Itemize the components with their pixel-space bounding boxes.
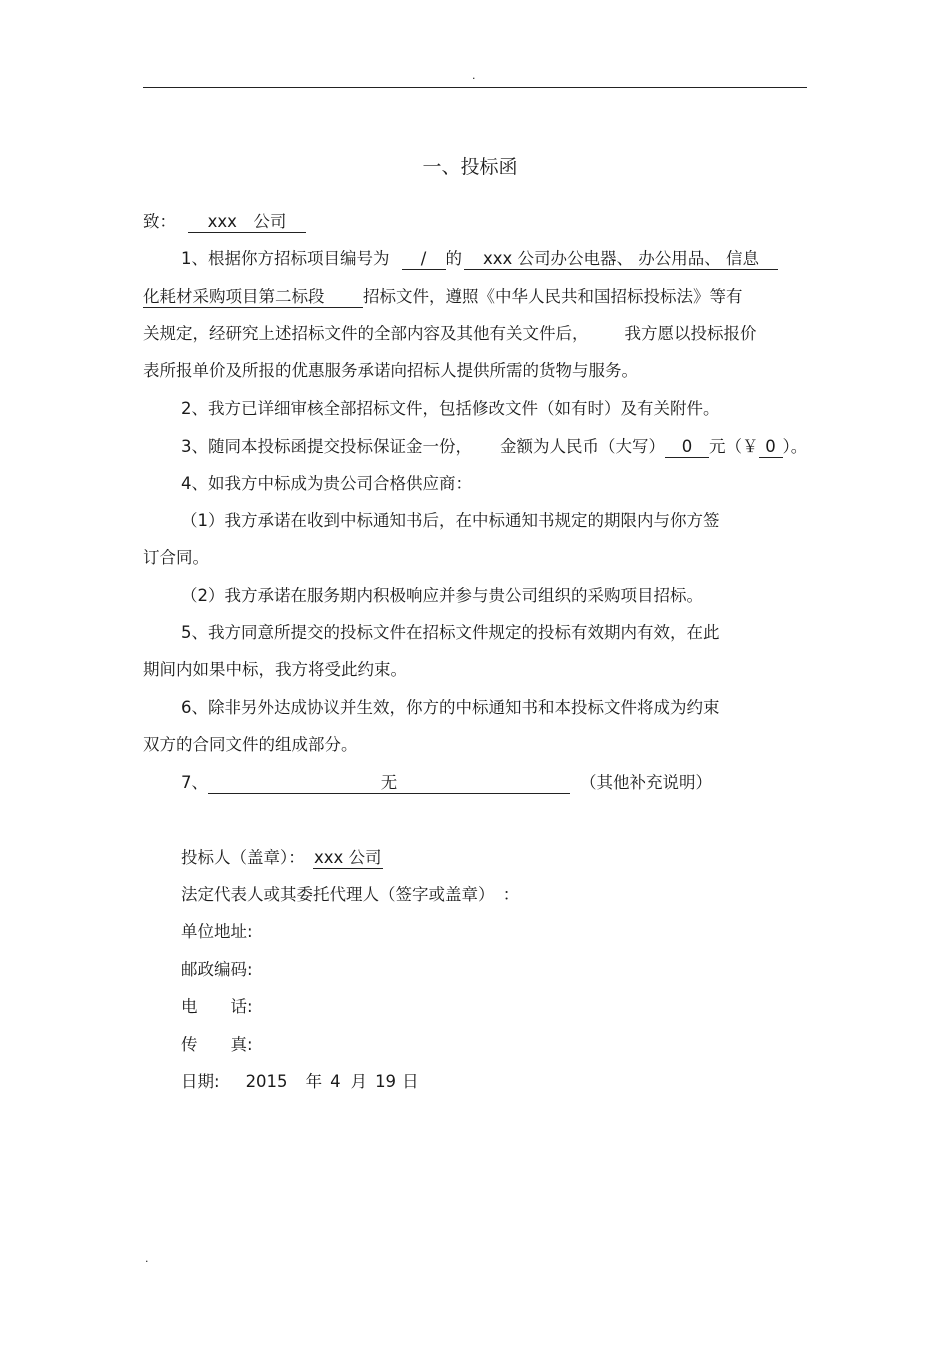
p1-text-a: 1、根据你方招标项目编号为 xyxy=(181,249,390,268)
representative-line: 法定代表人或其委托代理人（签字或盖章） ： xyxy=(181,885,520,904)
supplement-value: 无 xyxy=(208,773,570,794)
date-month: 4 xyxy=(330,1072,341,1091)
header-rule xyxy=(143,87,807,88)
p5-line1: 5、我方同意所提交的投标文件在招标文件规定的投标有效期内有效，在此 xyxy=(181,623,720,642)
p1-text-b: 的 xyxy=(445,249,462,268)
project-name-2: 化耗材采购项目第二标段 xyxy=(143,287,363,308)
date-label: 日期: xyxy=(181,1072,220,1091)
p7-text-b: （其他补充说明） xyxy=(580,773,712,792)
p1-text-l3b: 我方愿以投标报价 xyxy=(624,324,757,343)
p1-line4: 表所报单价及所报的优惠服务承诺向招标人提供所需的货物与服务。 xyxy=(143,361,638,380)
header-dot: . xyxy=(472,69,476,82)
project-name: xxx 公司办公电器、 办公用品、 信息 xyxy=(464,249,778,270)
p3-text-a: 3、随同本投标函提交投标保证金一份， xyxy=(181,437,472,456)
bidder-name: xxx 公司 xyxy=(313,848,382,867)
p7-line xyxy=(181,771,712,795)
date-year: 2015 xyxy=(245,1072,288,1091)
p6-line1: 6、除非另外达成协议并生效，你方的中标通知书和本投标文件将成为约束 xyxy=(181,698,720,717)
p1-text-l3a: 关规定，经研究上述招标文件的全部内容及其他有关文件后， xyxy=(143,324,589,343)
bidder-label: 投标人（盖章）： xyxy=(181,848,305,867)
p6-line2: 双方的合同文件的组成部分。 xyxy=(143,735,358,754)
p3-text-d: ）。 xyxy=(782,437,808,456)
date-day-unit: 日 xyxy=(402,1072,419,1091)
amount-words: 0 xyxy=(665,437,709,458)
p3-line xyxy=(181,435,807,459)
date-line xyxy=(181,1070,419,1094)
to-line xyxy=(143,210,306,234)
fax-line: 传 真: xyxy=(181,1035,253,1054)
p7-text-a: 7、 xyxy=(181,773,208,792)
bidder-line xyxy=(181,846,383,870)
amount-figures: 0 xyxy=(759,437,783,458)
p5-line2: 期间内如果中标，我方将受此约束。 xyxy=(143,660,407,679)
postcode-line: 邮政编码: xyxy=(181,960,253,979)
p1-line3 xyxy=(143,322,757,346)
address-line: 单位地址: xyxy=(181,922,253,941)
to-company: xxx 公司 xyxy=(188,212,306,233)
date-day: 19 xyxy=(375,1072,397,1091)
p3-text-b: 金额为人民币（大写） xyxy=(500,437,665,456)
p4-2-line: （2）我方承诺在服务期内积极响应并参与贵公司组织的采购项目招标。 xyxy=(181,586,703,605)
p4-1-line2: 订合同。 xyxy=(143,548,209,567)
phone-line: 电 话: xyxy=(181,997,253,1016)
to-label: 致： xyxy=(143,212,176,231)
p1-line2 xyxy=(143,285,743,309)
p1-text-c: 招标文件，遵照《中华人民共和国招标投标法》等有 xyxy=(363,287,743,306)
project-number: / xyxy=(402,249,446,270)
page-title: 一、投标函 xyxy=(422,156,518,178)
date-month-unit: 月 xyxy=(350,1072,368,1091)
p4-line: 4、如我方中标成为贵公司合格供应商： xyxy=(181,474,472,493)
p2-line: 2、我方已详细审核全部招标文件，包括修改文件（如有时）及有关附件。 xyxy=(181,399,720,418)
p1-line1 xyxy=(181,247,778,271)
date-year-unit: 年 xyxy=(305,1072,323,1091)
p3-text-c: 元（￥ xyxy=(709,437,759,456)
footer-dot: . xyxy=(145,1252,149,1265)
p4-1-line1: （1）我方承诺在收到中标通知书后，在中标通知书规定的期限内与你方签 xyxy=(181,511,720,530)
